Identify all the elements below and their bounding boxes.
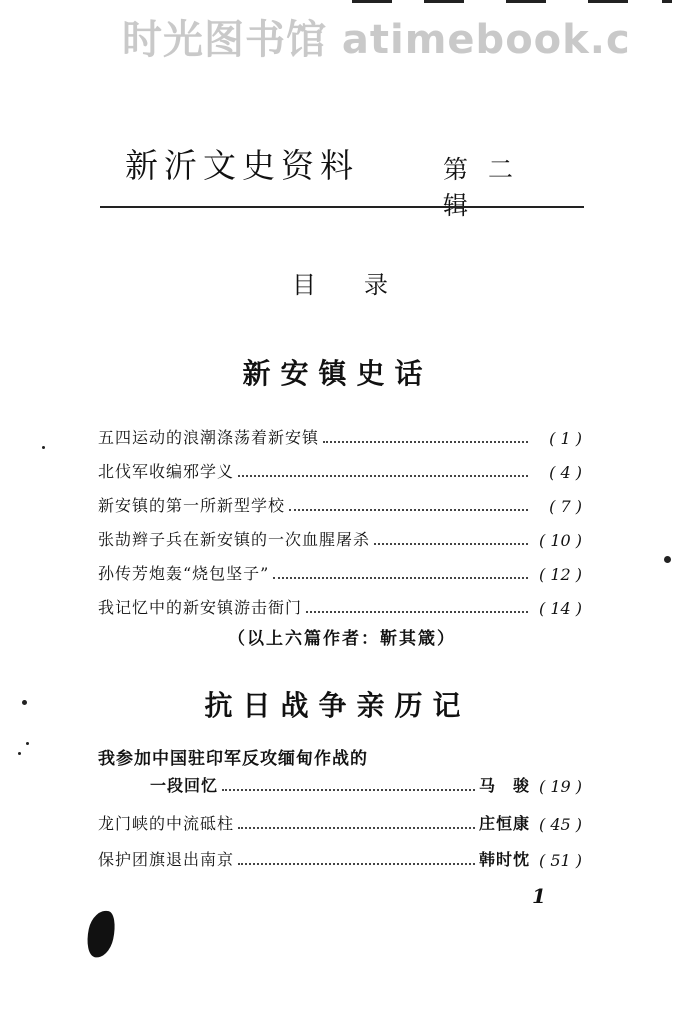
entry-title: 一段回忆 [150,776,219,795]
toc-entry[interactable] [98,844,582,870]
entry-page: ( 1 ) [549,429,582,448]
entry-page: ( 4 ) [549,463,582,482]
leader-dots [289,509,528,511]
toc-heading: 目录 [292,271,436,299]
leader-dots [374,543,528,545]
issue-number: 第二辑 [443,155,534,220]
entry-page: ( 19 ) [538,777,582,796]
toc-entry[interactable] [98,422,582,448]
ink-blot [83,908,118,960]
section-title-anti-japanese-war: 抗日战争亲历记 [204,689,471,722]
leader-dots [238,863,475,865]
toc-entry[interactable] [98,490,582,516]
entry-title: 我记忆中的新安镇游击衙门 [98,598,303,617]
toc-entry[interactable] [98,524,582,550]
toc-entry[interactable] [98,456,582,482]
leader-dots [323,441,528,443]
toc-entry[interactable] [98,808,582,834]
toc-entry[interactable] [150,770,582,796]
leader-dots [222,789,475,791]
entry-page: ( 7 ) [549,497,582,516]
leader-dots [238,827,475,829]
entry-page: ( 51 ) [538,851,582,870]
entry-title: 新安镇的第一所新型学校 [98,496,286,515]
top-edge-marks [340,0,675,4]
entry-page: ( 12 ) [538,565,582,584]
entry-page: ( 14 ) [538,599,582,618]
entry-title: 张劼辫子兵在新安镇的一次血腥屠杀 [98,530,371,549]
leader-dots [273,577,528,579]
entry-title: 五四运动的浪潮涤荡着新安镇 [98,428,320,447]
entry-title: 北伐军收编邪学义 [98,462,235,481]
watermark: 时光图书馆 atimebook.c [122,17,631,63]
page-number: 1 [532,884,546,908]
entry-title: 孙传芳炮轰“烧包坚子” [98,564,270,583]
toc-entry[interactable] [98,558,582,584]
leader-dots [238,475,528,477]
series-title: 新沂文史资料 [125,146,359,185]
section-title-xinanzhen: 新安镇史话 [242,357,433,390]
entry-title: 龙门峡的中流砥柱 [98,814,235,833]
toc-entry[interactable] [98,592,582,618]
leader-dots [306,611,528,613]
author-note: （以上六篇作者：靳其箴） [228,629,456,649]
entry-author: 马 骏 [478,776,530,795]
entry-page: ( 45 ) [538,815,582,834]
page-header [125,140,565,220]
entry-title: 保护团旗退出南京 [98,850,235,869]
entry-title-line1[interactable]: 我参加中国驻印军反攻缅甸作战的 [98,749,368,769]
entry-page: ( 10 ) [538,531,582,550]
entry-author: 韩时忱 [478,850,530,869]
entry-author: 庄恒康 [478,814,530,833]
header-divider [100,206,584,208]
